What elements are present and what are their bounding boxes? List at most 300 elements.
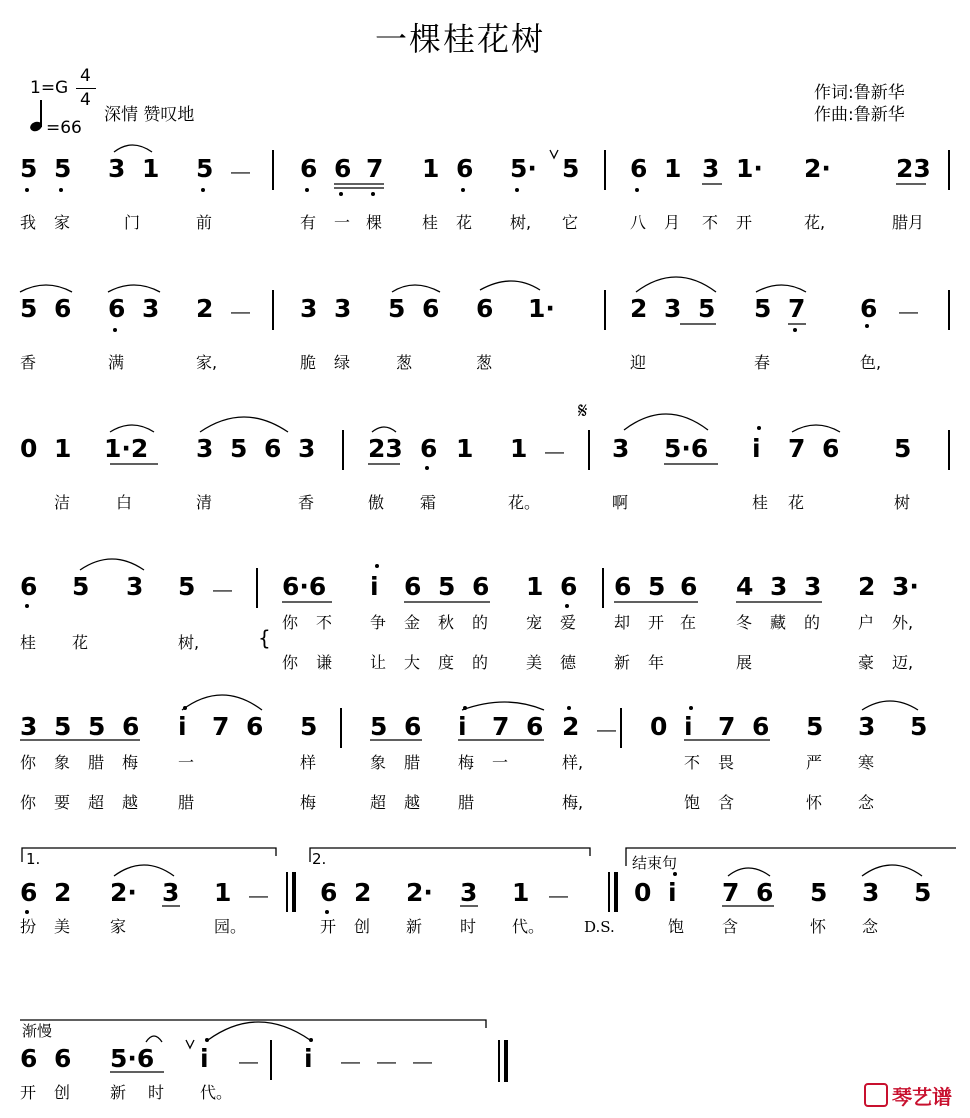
volta-1-label: 1. xyxy=(26,850,41,868)
note: 0 xyxy=(634,878,652,907)
low-octave-dot xyxy=(305,188,309,192)
note: 3 xyxy=(804,572,822,601)
lyric: 满 xyxy=(108,353,125,372)
low-octave-dot xyxy=(371,192,375,196)
lyric: 一 xyxy=(178,753,195,772)
lyric: 傲 xyxy=(368,493,385,512)
lyrics-row-4a xyxy=(0,610,970,632)
volta-1-bracket xyxy=(22,848,276,862)
lyric: 美 xyxy=(54,917,71,936)
note: 5 xyxy=(72,572,90,601)
watermark-logo xyxy=(864,1081,952,1110)
composer-credit: 作曲:鲁新华 xyxy=(814,105,905,125)
lyric: 创 xyxy=(354,917,371,936)
dal-segno-marking: D.S. xyxy=(584,918,615,936)
dash: － xyxy=(374,1049,400,1078)
lyric: 创 xyxy=(54,1083,71,1102)
double-bar-line xyxy=(608,872,610,912)
lyric: 的 xyxy=(804,613,821,632)
note: 3 xyxy=(196,434,214,463)
lyric: 代。 xyxy=(512,917,545,936)
low-octave-dot xyxy=(461,188,465,192)
lyrics-row-5a xyxy=(0,750,970,772)
lyrics-row-6 xyxy=(0,914,970,936)
lyric: 新 xyxy=(110,1083,127,1102)
note: 5 xyxy=(178,572,196,601)
low-octave-dot xyxy=(425,466,429,470)
note: 2· xyxy=(406,878,433,907)
lyric: 树, xyxy=(178,633,200,652)
lyric: 争 xyxy=(370,613,387,632)
lyric: 月 xyxy=(664,213,681,232)
lyric: 前 xyxy=(196,213,213,232)
lyric: 白 xyxy=(116,493,133,512)
lyric: 清 xyxy=(196,493,213,512)
note: 6 xyxy=(334,154,352,183)
note: 6 xyxy=(472,572,490,601)
lyric: 含 xyxy=(722,917,739,936)
lyric: 家 xyxy=(54,213,71,232)
dash: － xyxy=(210,577,236,606)
note: 1 xyxy=(512,878,530,907)
slur xyxy=(636,277,716,292)
slur xyxy=(114,865,174,876)
note: 5 xyxy=(88,712,106,741)
dash: － xyxy=(896,299,922,328)
lyric: 开 xyxy=(648,613,665,632)
note: 3 xyxy=(20,712,38,741)
fermata-icon xyxy=(146,1036,162,1042)
bar-line xyxy=(948,430,950,470)
note: 5 xyxy=(370,712,388,741)
lyric: 却 xyxy=(614,613,631,632)
lyric: 外, xyxy=(892,613,914,632)
note: 5 xyxy=(196,154,214,183)
high-octave-dot xyxy=(375,564,379,568)
slur xyxy=(756,285,806,292)
lyric: 饱 xyxy=(668,917,685,936)
note: 23 xyxy=(368,434,403,463)
note: 6 xyxy=(752,712,770,741)
lyric: 棵 xyxy=(366,213,383,232)
note: 1 xyxy=(456,434,474,463)
lyric: 啊 xyxy=(612,493,629,512)
lyric: 展 xyxy=(736,653,753,672)
note: 6 xyxy=(20,1044,38,1073)
ending-label: 结束句 xyxy=(632,854,678,872)
lyric: 你 xyxy=(282,613,299,632)
lyric: 你 xyxy=(282,653,299,672)
note: 3 xyxy=(126,572,144,601)
note: 5 xyxy=(388,294,406,323)
lyric: 念 xyxy=(858,793,875,812)
note: 23 xyxy=(896,154,931,183)
lyric: 腊月 xyxy=(892,213,925,232)
note: 5 xyxy=(20,294,38,323)
lyric: 严 xyxy=(806,753,823,772)
volta-2-bracket xyxy=(310,848,590,862)
note: 2· xyxy=(804,154,831,183)
lyric: 梅 xyxy=(122,753,139,772)
lyric: 超 xyxy=(370,793,387,812)
note: 3 xyxy=(858,712,876,741)
lyric: 花。 xyxy=(508,493,541,512)
lyric: 梅 xyxy=(300,793,317,812)
bar-line xyxy=(948,150,950,190)
lyric: 花 xyxy=(72,633,89,652)
note: 7 xyxy=(366,154,384,183)
note: 3 xyxy=(612,434,630,463)
note: 3· xyxy=(892,572,919,601)
note: 1 xyxy=(422,154,440,183)
lyrics-row-1 xyxy=(0,210,970,232)
low-octave-dot xyxy=(793,328,797,332)
lyric: 要 xyxy=(54,793,71,812)
note: 3 xyxy=(770,572,788,601)
lyric: 迈, xyxy=(892,653,914,672)
note: 5 xyxy=(914,878,932,907)
note: 7 xyxy=(722,878,740,907)
note: i xyxy=(370,572,379,601)
lyric: 扮 xyxy=(20,917,37,936)
note: i xyxy=(304,1044,313,1073)
note: i xyxy=(200,1044,209,1073)
lyric: 怀 xyxy=(810,917,827,936)
bar-line xyxy=(620,708,622,748)
note: 5 xyxy=(438,572,456,601)
lyric: 代。 xyxy=(200,1083,233,1102)
low-octave-dot xyxy=(25,604,29,608)
lyrics-row-4-intro xyxy=(0,626,970,652)
lyric: 腊 xyxy=(178,793,195,812)
lyrics-row-2 xyxy=(0,350,970,372)
low-octave-dot xyxy=(113,328,117,332)
note: 3 xyxy=(298,434,316,463)
watermark-text: 琴艺谱 xyxy=(892,1085,952,1109)
high-octave-dot xyxy=(205,1038,209,1042)
note: 1 xyxy=(526,572,544,601)
high-octave-dot xyxy=(183,706,187,710)
slur xyxy=(462,702,544,710)
note: 6 xyxy=(300,154,318,183)
note: 6 xyxy=(320,878,338,907)
note: 6 xyxy=(54,1044,72,1073)
lyric: 梅 xyxy=(458,753,475,772)
lyric: 八 xyxy=(630,213,647,232)
slur xyxy=(20,285,72,292)
lyric: 越 xyxy=(404,793,421,812)
low-octave-dot xyxy=(201,188,205,192)
note: 5 xyxy=(648,572,666,601)
repeat-bar-line-thick xyxy=(292,872,296,912)
lyric: 新 xyxy=(614,653,631,672)
slur xyxy=(114,145,152,152)
lyric: 豪 xyxy=(858,653,875,672)
high-octave-dot xyxy=(689,706,693,710)
slur xyxy=(110,425,154,432)
lyricist-credit: 作词:鲁新华 xyxy=(814,83,905,103)
dash: － xyxy=(410,1049,436,1078)
note: 5 xyxy=(806,712,824,741)
note: 6 xyxy=(264,434,282,463)
lyric: 时 xyxy=(460,917,477,936)
lyric: 寒 xyxy=(858,753,875,772)
final-bar-line xyxy=(498,1040,500,1082)
note: 3 xyxy=(162,878,180,907)
bar-line xyxy=(340,708,342,748)
note: 1· xyxy=(736,154,763,183)
slur xyxy=(392,285,440,292)
low-octave-dot xyxy=(635,188,639,192)
note: 6 xyxy=(20,572,38,601)
high-octave-dot xyxy=(567,706,571,710)
slur xyxy=(480,281,540,290)
note: i xyxy=(458,712,467,741)
bar-line xyxy=(602,568,604,608)
note: 5 xyxy=(54,712,72,741)
lyric: 秋 xyxy=(438,613,455,632)
note: 6 xyxy=(756,878,774,907)
lyric: 脆 xyxy=(300,353,317,372)
lyric: 腊 xyxy=(458,793,475,812)
note: 5 xyxy=(230,434,248,463)
note: 1·2 xyxy=(104,434,149,463)
note: 1 xyxy=(142,154,160,183)
lyric: 样, xyxy=(562,753,584,772)
lyric: 家, xyxy=(196,353,218,372)
lyric: 在 xyxy=(680,613,697,632)
note: 6 xyxy=(476,294,494,323)
slur xyxy=(728,868,770,876)
lyric: 畏 xyxy=(718,753,735,772)
lyric: 腊 xyxy=(404,753,421,772)
lyric: 越 xyxy=(122,793,139,812)
note: 6 xyxy=(246,712,264,741)
lyric: 不 xyxy=(316,613,333,632)
double-bar-line-thick xyxy=(614,872,618,912)
lyric: 霜 xyxy=(420,493,437,512)
slur xyxy=(108,285,160,292)
note: 2 xyxy=(858,572,876,601)
note: 1· xyxy=(528,294,555,323)
lyric: 园。 xyxy=(214,917,247,936)
note: 7 xyxy=(788,294,806,323)
logo-icon xyxy=(864,1083,888,1107)
note: 7 xyxy=(788,434,806,463)
expression-marking: 深情 赞叹地 xyxy=(104,105,195,125)
lyric: 象 xyxy=(370,753,387,772)
note: 3 xyxy=(862,878,880,907)
lyric: 样 xyxy=(300,753,317,772)
low-octave-dot xyxy=(565,604,569,608)
lyric: 一 xyxy=(334,213,351,232)
lyric: 冬 xyxy=(736,613,753,632)
bar-line xyxy=(256,568,258,608)
slur xyxy=(208,1022,310,1040)
note: 0 xyxy=(20,434,38,463)
bar-line xyxy=(948,290,950,330)
lyric: 你 xyxy=(20,753,37,772)
lyric: 超 xyxy=(88,793,105,812)
low-octave-dot xyxy=(59,188,63,192)
lyric: 不 xyxy=(702,213,719,232)
note: 1 xyxy=(214,878,232,907)
slur xyxy=(792,425,840,432)
low-octave-dot xyxy=(865,324,869,328)
lyric: 葱 xyxy=(396,353,413,372)
bar-line xyxy=(272,290,274,330)
lyric: 开 xyxy=(320,917,337,936)
lyric: 绿 xyxy=(334,353,351,372)
lyric: 大 xyxy=(404,653,421,672)
lyrics-row-7 xyxy=(0,1080,970,1102)
note: 5 xyxy=(810,878,828,907)
note: 3 xyxy=(664,294,682,323)
note: 3 xyxy=(108,154,126,183)
lyric: 树 xyxy=(894,493,911,512)
time-signature-top: 4 xyxy=(80,66,91,86)
note: 5· xyxy=(510,154,537,183)
song-title: 一棵桂花树 xyxy=(374,20,545,58)
lyric: 一 xyxy=(492,753,509,772)
lyric: 不 xyxy=(684,753,701,772)
note: 2 xyxy=(354,878,372,907)
key-signature: 1=G xyxy=(30,78,69,98)
dash: － xyxy=(594,717,620,746)
lyric: 桂 xyxy=(422,213,439,232)
note: 5 xyxy=(20,154,38,183)
bar-line xyxy=(588,430,590,470)
slur xyxy=(624,414,708,430)
lyric: 桂 xyxy=(752,493,769,512)
quarter-note-stem xyxy=(40,100,42,127)
lyric: 爱 xyxy=(560,613,577,632)
lyric: 树, xyxy=(510,213,532,232)
repeat-bar-line xyxy=(286,872,288,912)
time-signature-bottom: 4 xyxy=(80,90,91,110)
note: 6 xyxy=(404,712,422,741)
lyric: 葱 xyxy=(476,353,493,372)
slur xyxy=(200,417,288,432)
note: 2 xyxy=(630,294,648,323)
bar-line xyxy=(604,290,606,330)
note: 1 xyxy=(510,434,528,463)
dash: － xyxy=(236,1049,262,1078)
lyric: 开 xyxy=(20,1083,37,1102)
lyric: 度 xyxy=(438,653,455,672)
note: 6 xyxy=(614,572,632,601)
lyric: 金 xyxy=(404,613,421,632)
high-octave-dot xyxy=(757,426,761,430)
time-signature-line xyxy=(76,88,96,89)
dash: － xyxy=(246,883,272,912)
high-octave-dot xyxy=(463,706,467,710)
note: 7 xyxy=(492,712,510,741)
note: 3 xyxy=(300,294,318,323)
lyric: 香 xyxy=(298,493,315,512)
slur xyxy=(862,865,922,876)
note: 2· xyxy=(110,878,137,907)
slur xyxy=(182,695,262,710)
slur xyxy=(80,559,144,570)
ritardando-bracket xyxy=(20,1020,486,1028)
note: 2 xyxy=(54,878,72,907)
note: 3 xyxy=(460,878,478,907)
slur xyxy=(372,427,396,432)
lyric: 象 xyxy=(54,753,71,772)
note: 5 xyxy=(910,712,928,741)
note: 5 xyxy=(754,294,772,323)
lyric: 有 xyxy=(300,213,317,232)
note: 6 xyxy=(456,154,474,183)
lyric: 香 xyxy=(20,353,37,372)
note: 7 xyxy=(718,712,736,741)
note: 6 xyxy=(420,434,438,463)
dash: － xyxy=(228,159,254,188)
lyrics-row-4b xyxy=(0,650,970,672)
lyric: 开 xyxy=(736,213,753,232)
dash: － xyxy=(228,299,254,328)
note: 6 xyxy=(630,154,648,183)
ritardando-marking: 渐慢 xyxy=(22,1022,53,1040)
note: i xyxy=(752,434,761,463)
bar-line xyxy=(272,150,274,190)
note: 5·6 xyxy=(664,434,709,463)
note: 1 xyxy=(664,154,682,183)
lyric: 饱 xyxy=(684,793,701,812)
dash: － xyxy=(546,883,572,912)
note: 5 xyxy=(54,154,72,183)
final-bar-line-thick xyxy=(504,1040,508,1082)
lyric: 让 xyxy=(370,653,387,672)
slur xyxy=(862,701,918,710)
lyric: 谦 xyxy=(316,653,333,672)
high-octave-dot xyxy=(309,1038,313,1042)
volta-2-label: 2. xyxy=(312,850,327,868)
note: 6·6 xyxy=(282,572,327,601)
lyric: 花, xyxy=(804,213,826,232)
low-octave-dot xyxy=(25,188,29,192)
note: 7 xyxy=(212,712,230,741)
dash: － xyxy=(542,439,568,468)
lyric: 念 xyxy=(862,917,879,936)
note: 6 xyxy=(822,434,840,463)
note: 6 xyxy=(122,712,140,741)
low-octave-dot xyxy=(515,188,519,192)
note: i xyxy=(668,878,677,907)
note: 0 xyxy=(650,712,668,741)
lyrics-row-3 xyxy=(0,490,970,512)
note: 6 xyxy=(54,294,72,323)
lyrics-row-5b xyxy=(0,790,970,812)
breath-mark-icon xyxy=(186,1040,194,1048)
lyric: 的 xyxy=(472,653,489,672)
low-octave-dot xyxy=(339,192,343,196)
note: i xyxy=(178,712,187,741)
note: 6 xyxy=(404,572,422,601)
lyric: 梅, xyxy=(562,793,584,812)
breath-mark-icon xyxy=(550,150,558,158)
lyric: 门 xyxy=(124,213,141,232)
note: 6 xyxy=(526,712,544,741)
note: 3 xyxy=(142,294,160,323)
note: 5·6 xyxy=(110,1044,155,1073)
lyric: 新 xyxy=(406,917,423,936)
lyric: 色, xyxy=(860,353,882,372)
lyric: 洁 xyxy=(54,493,71,512)
note: 6 xyxy=(680,572,698,601)
bar-line xyxy=(604,150,606,190)
